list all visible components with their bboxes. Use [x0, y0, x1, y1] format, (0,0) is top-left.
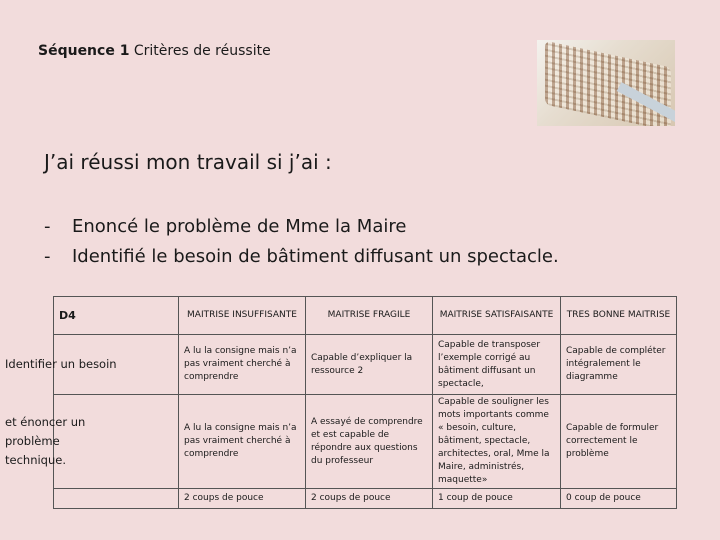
- grid-header-row: [54, 297, 677, 335]
- points-cell: 2 coups de pouce: [179, 489, 306, 509]
- table-row: [54, 335, 677, 395]
- criterion-label: Identifier un besoin: [54, 335, 179, 395]
- points-cell: 1 coup de pouce: [433, 489, 561, 509]
- criteria-item: - Enoncé le problème de Mme la Maire: [44, 216, 407, 237]
- grid-cell: Capable d’expliquer la ressource 2: [306, 335, 433, 395]
- points-cell: 0 coup de pouce: [561, 489, 677, 509]
- city-model-buildings: [545, 41, 671, 126]
- points-row: [54, 489, 677, 509]
- criteria-item: - Identifié le besoin de bâtiment diffusant un spectacle.: [44, 246, 559, 267]
- grid-cell: A lu la consigne mais n’a pas vraiment cherché à comprendre: [179, 395, 306, 489]
- sequence-header: [38, 43, 271, 59]
- grid-cell: Capable de compléter intégralement le diagramme: [561, 335, 677, 395]
- grid-cell: A lu la consigne mais n’a pas vraiment cherché à comprendre: [179, 335, 306, 395]
- column-header: MAITRISE FRAGILE: [306, 297, 433, 335]
- criteria-list: [44, 212, 559, 272]
- empty-cell: [54, 489, 179, 509]
- sequence-title: Critères de réussite: [133, 43, 271, 59]
- column-header: MAITRISE INSUFFISANTE: [179, 297, 306, 335]
- city-model-photo: [537, 40, 675, 126]
- grid-cell: Capable de souligner les mots importants comme « besoin, culture, bâtiment, spectacle, architectes, oral, Mme la Maire, administrés, maquette»: [433, 395, 561, 489]
- table-row: [54, 395, 677, 489]
- grid-corner-label: D4: [54, 297, 179, 335]
- criterion-label: et énoncer un problème technique.: [54, 395, 179, 489]
- points-cell: 2 coups de pouce: [306, 489, 433, 509]
- grid-cell: Capable de formuler correctement le problème: [561, 395, 677, 489]
- column-header: TRES BONNE MAITRISE: [561, 297, 677, 335]
- grid-cell: Capable de transposer l’exemple corrigé au bâtiment diffusant un spectacle,: [433, 335, 561, 395]
- grid-cell: A essayé de comprendre et est capable de répondre aux questions du professeur: [306, 395, 433, 489]
- sequence-number: Séquence 1: [38, 43, 130, 59]
- success-heading: J’ai réussi mon travail si j’ai :: [44, 150, 332, 174]
- evaluation-grid: [5, 296, 677, 509]
- column-header: MAITRISE SATISFAISANTE: [433, 297, 561, 335]
